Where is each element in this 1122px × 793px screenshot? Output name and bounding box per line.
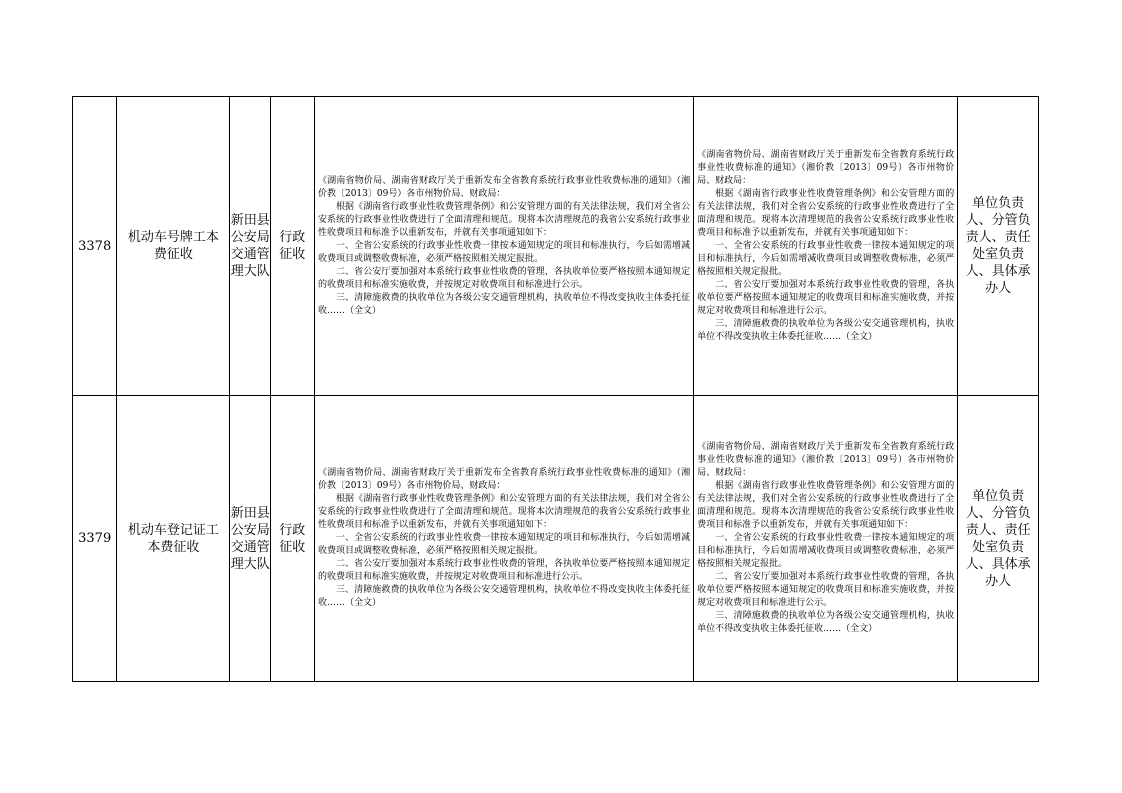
legal-basis [315,467,693,610]
department-name: 新田县公安局交通管理大队 [230,505,270,572]
basis-paragraph: 二、省公安厅要加强对本系统行政事业性收费的管理，各执收单位要严格按照本通知规定的收费项目和标准实施收费，并按规定对收费项目和标准进行公示。 [317,559,691,582]
text-paragraph: 三、清障施救费的执收单位为各级公安交通管理机构，执收单位不得改变执收主体委托征收……（全文） [697,611,955,634]
text-paragraph: 二、省公安厅要加强对本系统行政事业性收费的管理，各执收单位要严格按照本通知规定的收费项目和标准实施收费，并按规定对收费项目和标准进行公示。 [697,279,955,316]
basis-text [694,441,957,636]
basis-text [694,149,957,344]
basis-text-cell [694,396,958,682]
text-paragraph: 三、清障施救费的执收单位为各级公安交通管理机构，执收单位不得改变执收主体委托征收……（全文） [697,318,955,342]
text-paragraph: 一、全省公安系统的行政事业性收费一律按本通知规定的项目和标准执行，今后如需增减收费项目或调整收费标准，必须严格按照相关规定报批。 [697,533,955,569]
basis-paragraph: 三、清障施救费的执收单位为各级公安交通管理机构，执收单位不得改变执收主体委托征收……（全文） [317,292,691,316]
table-row [73,396,1039,682]
legal-basis-cell [314,97,693,396]
power-type: 行政征收 [279,230,306,262]
basis-paragraph: 《湖南省物价局、湖南省财政厅关于重新发布全省教育系统行政事业性收费标准的通知》（湘价教〔2013〕09号）各市州物价局、财政局： [317,175,691,199]
type-cell [270,97,314,396]
legal-basis-cell [314,396,693,682]
responsible-parties: 单位负责人、分管负责人、责任处室负责人、具体承办人 [965,196,1031,296]
power-list-table [72,96,1039,682]
department-cell [230,396,270,682]
table-row [73,97,1039,396]
department-name: 新田县公安局交通管理大队 [230,213,270,279]
basis-paragraph: 二、省公安厅要加强对本系统行政事业性收费的管理，各执收单位要严格按照本通知规定的收费项目和标准实施收费，并按规定对收费项目和标准进行公示。 [317,266,691,290]
text-paragraph: 一、全省公安系统的行政事业性收费一律按本通知规定的项目和标准执行，今后如需增减收费项目或调整收费标准，必须严格按照相关规定报批。 [697,240,955,277]
responsible-cell [958,97,1039,396]
text-paragraph: 二、省公安厅要加强对本系统行政事业性收费的管理，各执收单位要严格按照本通知规定的收费项目和标准实施收费，并按规定对收费项目和标准进行公示。 [697,572,955,608]
responsible-parties: 单位负责人、分管负责人、责任处室负责人、具体承办人 [965,488,1031,589]
text-paragraph: 根据《湖南省行政事业性收费管理条例》和公安管理方面的有关法律法规，我们对全省公安系统的行政事业性收费进行了全面清理和规范。现将本次清理规范的我省公安系统行政事业性收费项目和标准予以重新发布，并就有关事项通知如下： [697,481,955,530]
text-paragraph: 《湖南省物价局、湖南省财政厅关于重新发布全省教育系统行政事业性收费标准的通知》（湘价教〔2013〕09号）各市州物价局、财政局： [697,149,955,186]
department-cell [230,97,270,396]
row-number: 3379 [73,396,117,682]
basis-text-cell [694,97,958,396]
item-name: 机动车登记证工本费征收 [117,396,230,682]
text-paragraph: 《湖南省物价局、湖南省财政厅关于重新发布全省教育系统行政事业性收费标准的通知》（湘价教〔2013〕09号）各市州物价局、财政局： [697,442,955,478]
basis-paragraph: 一、全省公安系统的行政事业性收费一律按本通知规定的项目和标准执行，今后如需增减收费项目或调整收费标准，必须严格按照相关规定报批。 [317,533,691,556]
legal-basis [315,175,693,318]
basis-paragraph: 根据《湖南省行政事业性收费管理条例》和公安管理方面的有关法律法规，我们对全省公安系统的行政事业性收费进行了全面清理和规范。现将本次清理规范的我省公安系统行政事业性收费项目和标准予以重新发布，并就有关事项通知如下： [317,201,691,238]
responsible-cell [958,396,1039,682]
basis-paragraph: 《湖南省物价局、湖南省财政厅关于重新发布全省教育系统行政事业性收费标准的通知》（湘价教〔2013〕09号）各市州物价局、财政局： [317,468,691,491]
basis-paragraph: 三、清障施救费的执收单位为各级公安交通管理机构，执收单位不得改变执收主体委托征收……（全文） [317,585,691,608]
row-number: 3378 [73,97,117,396]
text-paragraph: 根据《湖南省行政事业性收费管理条例》和公安管理方面的有关法律法规，我们对全省公安系统的行政事业性收费进行了全面清理和规范。现将本次清理规范的我省公安系统行政事业性收费项目和标准予以重新发布，并就有关事项通知如下： [697,188,955,238]
item-name: 机动车号牌工本费征收 [117,97,230,396]
type-cell [270,396,314,682]
basis-paragraph: 根据《湖南省行政事业性收费管理条例》和公安管理方面的有关法律法规，我们对全省公安系统的行政事业性收费进行了全面清理和规范。现将本次清理规范的我省公安系统行政事业性收费项目和标准予以重新发布，并就有关事项通知如下： [317,494,691,530]
power-type: 行政征收 [279,522,306,555]
basis-paragraph: 一、全省公安系统的行政事业性收费一律按本通知规定的项目和标准执行，今后如需增减收费项目或调整收费标准，必须严格按照相关规定报批。 [317,240,691,264]
